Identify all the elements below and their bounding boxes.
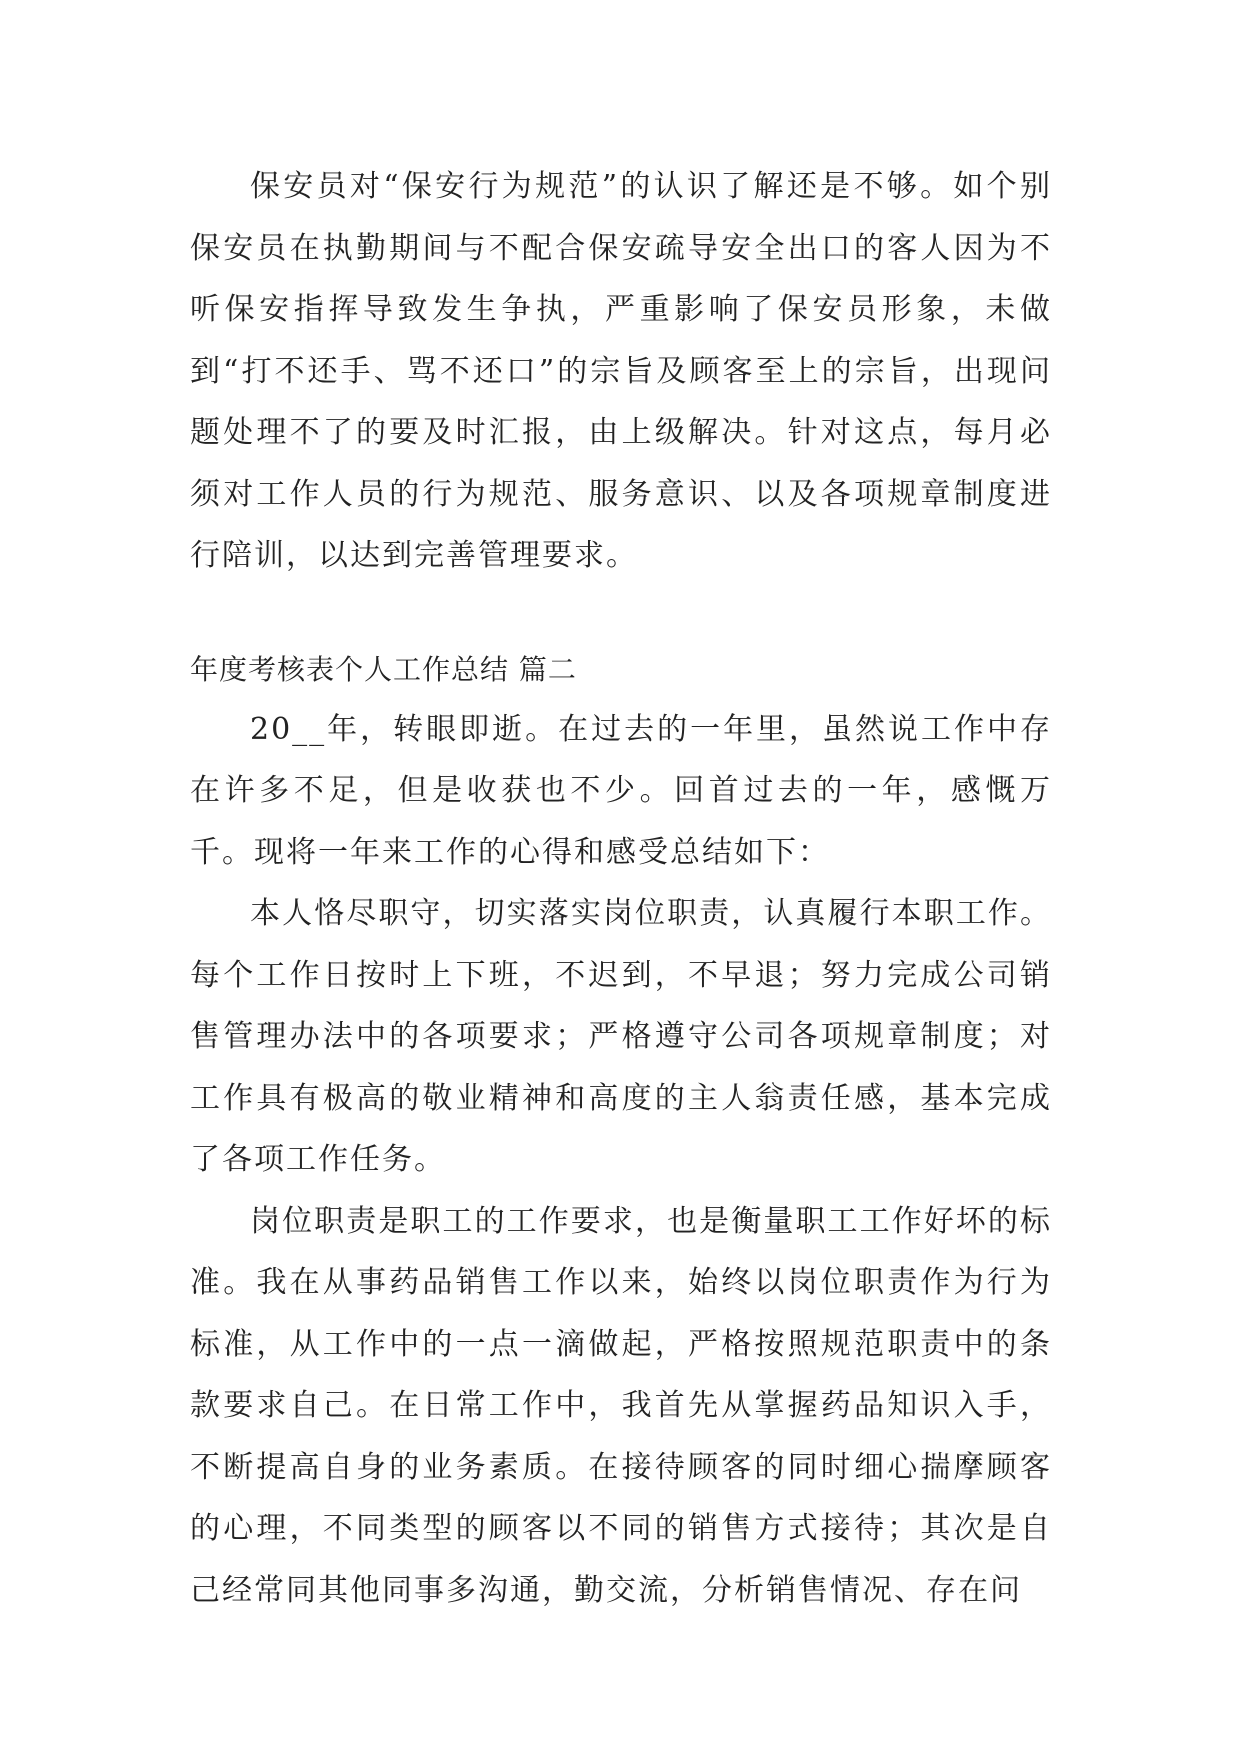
document-page xyxy=(190,156,1052,1621)
section-spacer xyxy=(190,587,1052,641)
body-paragraph: 岗位职责是职工的工作要求，也是衡量职工工作好坏的标准。我在从事药品销售工作以来，始终以岗位职责作为行为标准，从工作中的一点一滴做起，严格按照规范职责中的条款要求自己。在日常工作中，我首先从掌握药品知识入手，不断提高自身的业务素质。在接待顾客的同时细心揣摩顾客的心理，不同类型的顾客以不同的销售方式接待；其次是自己经常同其他同事多沟通，勤交流，分析销售情况、存在问 xyxy=(190,1203,1052,1608)
body-paragraph: 保安员对“保安行为规范”的认识了解还是不够。如个别保安员在执勤期间与不配合保安疏导安全出口的客人因为不听保安指挥导致发生争执，严重影响了保安员形象，未做到“打不还手、骂不还口”的宗旨及顾客至上的宗旨，出现问题处理不了的要及时汇报，由上级解决。针对这点，每月必须对工作人员的行为规范、服务意识、以及各项规章制度进行陪训，以达到完善管理要求。 xyxy=(190,169,1052,573)
section-heading: 年度考核表个人工作总结 篇二 xyxy=(190,652,577,686)
body-paragraph: 本人恪尽职守，切实落实岗位职责，认真履行本职工作。每个工作日按时上下班，不迟到，不早退；努力完成公司销售管理办法中的各项要求；严格遵守公司各项规章制度；对工作具有极高的敬业精神和高度的主人翁责任感，基本完成了各项工作任务。 xyxy=(190,896,1052,1177)
body-paragraph: 20__年，转眼即逝。在过去的一年里，虽然说工作中存在许多不足，但是收获也不少。回首过去的一年，感慨万千。现将一年来工作的心得和感受总结如下： xyxy=(190,711,1052,870)
